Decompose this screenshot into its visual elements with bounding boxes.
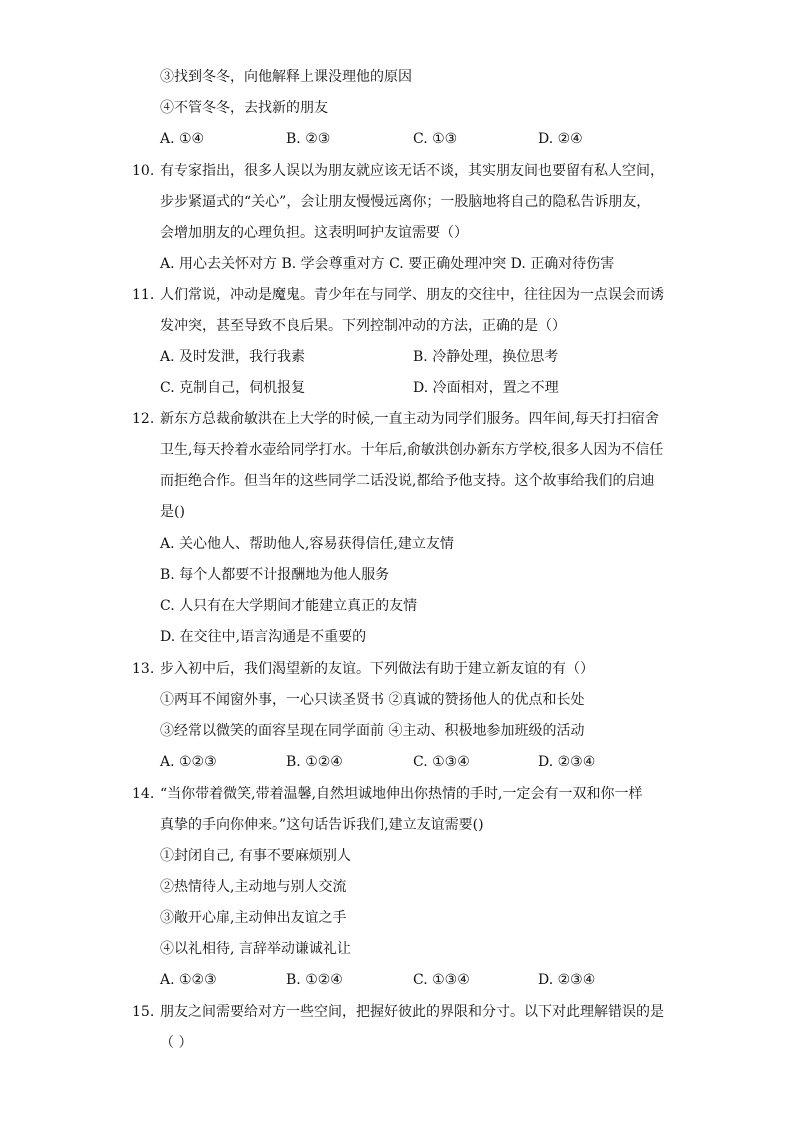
q11-stem-line-1: 人们常说，冲动是魔鬼。青少年在与同学、朋友的交往中，往往因为一点误会而诱 bbox=[160, 287, 664, 303]
q14-option-d: D. ②③④ bbox=[538, 972, 596, 988]
q9-option-d: D. ②④ bbox=[538, 131, 583, 147]
q9-item-3: ③找到冬冬，向他解释上课没理他的原因 bbox=[160, 69, 412, 85]
q12-stem-line-2: 卫生,每天拎着水壶给同学打水。十年后,俞敏洪创办新东方学校,很多人因为不信任 bbox=[160, 442, 664, 458]
q13-stem-line-1: 步入初中后，我们渴望新的友谊。下列做法有助于建立新友谊的有（） bbox=[160, 661, 594, 677]
q10-stem-line-3: 会增加朋友的心理负担。这表明呵护友谊需要（） bbox=[160, 225, 468, 241]
q14-item-3: ③敞开心扉,主动伸出友谊之手 bbox=[160, 910, 347, 926]
q13-items-line-2: ③经常以微笑的面容呈现在同学面前 ④主动、积极地参加班级的活动 bbox=[160, 723, 585, 739]
q10-stem-line-2: 步步紧逼式的“关心”，会让朋友慢慢远离你；一股脑地将自己的隐私告诉朋友， bbox=[160, 194, 651, 210]
q14-item-1: ①封闭自己, 有事不要麻烦别人 bbox=[160, 848, 351, 864]
q14-item-4: ④以礼相待, 言辞举动谦诚礼让 bbox=[160, 941, 351, 957]
q11-option-b: B. 冷静处理，换位思考 bbox=[413, 349, 559, 365]
q14-number: 14. bbox=[132, 786, 155, 802]
q13-number: 13. bbox=[132, 661, 155, 677]
q12-option-b: B. 每个人都要不计报酬地为他人服务 bbox=[160, 567, 390, 583]
q14-option-c: C. ①③④ bbox=[413, 972, 470, 988]
q14-stem-line-1: “当你带着微笑,带着温馨,自然坦诚地伸出你热情的手时,一定会有一双和你一样 bbox=[160, 786, 643, 802]
q13-items-line-1: ①两耳不闻窗外事，一心只读圣贤书 ②真诚的赞扬他人的优点和长处 bbox=[160, 692, 585, 708]
q11-stem-line-2: 发冲突，甚至导致不良后果。下列控制冲动的方法，正确的是（） bbox=[160, 318, 566, 334]
q12-option-a: A. 关心他人、帮助他人,容易获得信任,建立友情 bbox=[160, 536, 454, 552]
q12-option-c: C. 人只有在大学期间才能建立真正的友情 bbox=[160, 598, 418, 614]
q14-option-b: B. ①②④ bbox=[286, 972, 343, 988]
q9-option-c: C. ①③ bbox=[413, 131, 458, 147]
q9-option-b: B. ②③ bbox=[286, 131, 331, 147]
q14-item-2: ②热情待人,主动地与别人交流 bbox=[160, 879, 347, 895]
q13-option-d: D. ②③④ bbox=[538, 754, 596, 770]
q10-options: A. 用心去关怀对方 B. 学会尊重对方 C. 要正确处理冲突 D. 正确对待伤害 bbox=[160, 256, 615, 272]
q10-stem-line-1: 有专家指出，很多人误以为朋友就应该无话不谈，其实朋友间也要留有私人空间， bbox=[160, 163, 664, 179]
q15-stem-line-1: 朋友之间需要给对方一些空间，把握好彼此的界限和分寸。以下对此理解错误的是 bbox=[160, 1004, 664, 1020]
q13-option-a: A. ①②③ bbox=[160, 754, 217, 770]
q14-option-a: A. ①②③ bbox=[160, 972, 217, 988]
q15-number: 15. bbox=[132, 1004, 155, 1020]
q12-option-d: D. 在交往中,语言沟通是不重要的 bbox=[160, 629, 367, 645]
q12-number: 12. bbox=[132, 411, 155, 427]
q13-option-c: C. ①③④ bbox=[413, 754, 470, 770]
q12-stem-line-3: 而拒绝合作。但当年的这些同学二话没说,都给予他支持。这个故事给我们的启迪 bbox=[160, 473, 655, 489]
q11-number: 11. bbox=[132, 287, 155, 303]
q12-stem-line-1: 新东方总裁俞敏洪在上大学的时候,一直主动为同学们服务。四年间,每天打扫宿舍 bbox=[160, 411, 659, 427]
q9-item-4: ④不管冬冬，去找新的朋友 bbox=[160, 100, 328, 116]
q11-option-d: D. 冷面相对，置之不理 bbox=[413, 380, 559, 396]
q14-stem-line-2: 真挚的手向你伸来。”这句话告诉我们,建立友谊需要() bbox=[160, 817, 484, 833]
q15-stem-line-2: （ ） bbox=[160, 1035, 193, 1051]
q11-option-c: C. 克制自己，伺机报复 bbox=[160, 380, 306, 396]
q12-stem-line-4: 是() bbox=[160, 504, 185, 520]
q9-option-a: A. ①④ bbox=[160, 131, 205, 147]
q13-option-b: B. ①②④ bbox=[286, 754, 343, 770]
q11-option-a: A. 及时发泄，我行我素 bbox=[160, 349, 306, 365]
q10-number: 10. bbox=[132, 163, 155, 179]
